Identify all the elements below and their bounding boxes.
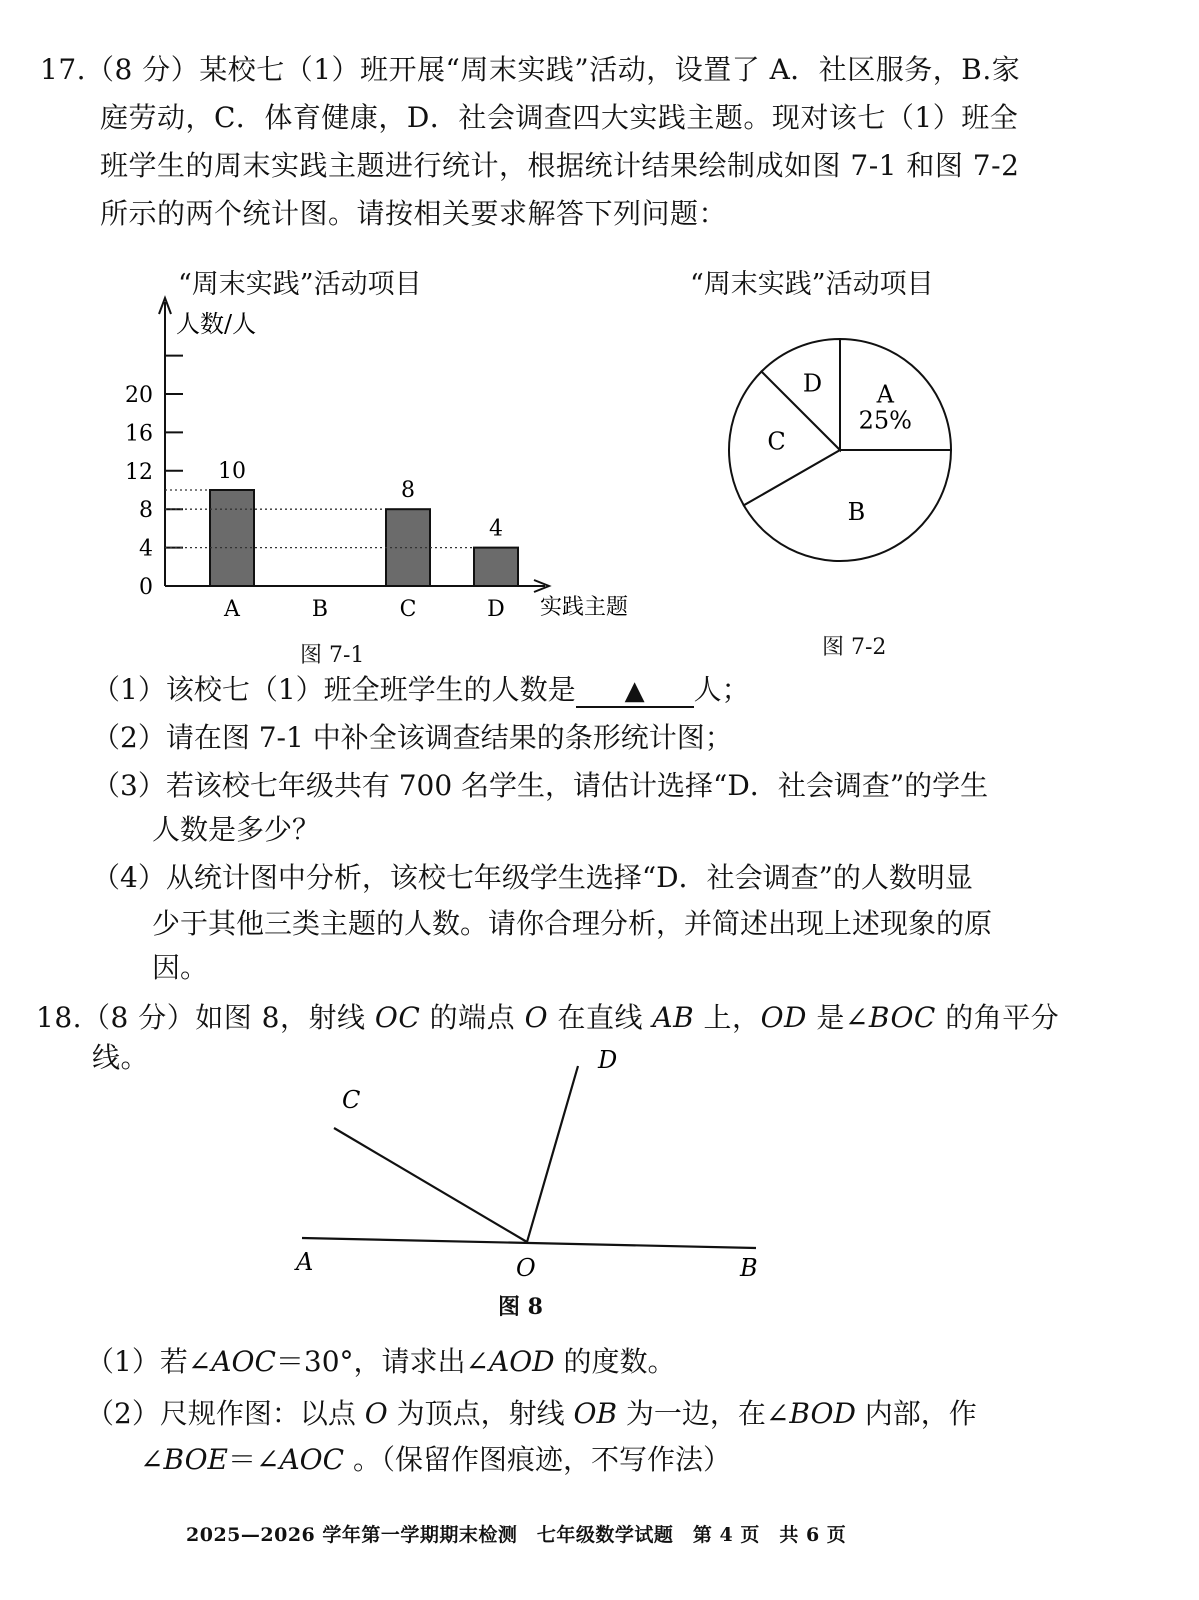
q18-var-aoc: AOC	[279, 1443, 345, 1476]
label-d: D	[598, 1050, 618, 1074]
bar-a	[210, 490, 254, 586]
x-tick-label: D	[487, 597, 505, 622]
q18-text: ＝30°，请求出∠	[275, 1345, 489, 1378]
q18-line-2: 线。	[92, 1041, 150, 1074]
x-tick-label: C	[399, 597, 417, 622]
q18-text: 的度数。	[554, 1345, 676, 1378]
q17-sub4-line2: 少于其他三类主题的人数。请你合理分析，并简述出现上述现象的原	[152, 907, 993, 940]
q18-text: 的角平分	[935, 1001, 1060, 1034]
q18-var-boc: BOC	[868, 1001, 936, 1034]
q18-var-o: O	[524, 1001, 549, 1034]
q18-var-bod: BOD	[789, 1397, 856, 1430]
figure-8-caption: 图 8	[498, 1294, 543, 1320]
q18-text: 为顶点，射线	[387, 1397, 574, 1430]
q18-text: 。（保留作图痕迹，不写作法）	[344, 1443, 731, 1476]
q18-text: ＝∠	[227, 1443, 280, 1476]
q17-line-2: 庭劳动，C．体育健康，D．社会调查四大实践主题。现对该七（1）班全	[100, 101, 1019, 134]
q17-sub1-unit: 人；	[693, 673, 750, 706]
y-tick-label: 8	[139, 498, 153, 524]
label-a: A	[296, 1248, 314, 1276]
q18-var-aod: AOD	[488, 1345, 555, 1378]
q17-line-1: 17.（8 分）某校七（1）班开展“周末实践”活动，设置了 A．社区服务，B.家	[40, 53, 1021, 86]
bar-chart-caption: 图 7-1	[300, 643, 365, 668]
slice-label: A	[876, 380, 894, 409]
pie-chart-caption: 图 7-2	[822, 635, 887, 660]
bar-chart-xlabel: 实践主题	[540, 595, 629, 620]
bar-chart	[100, 290, 660, 630]
q18-text: 上，	[694, 1001, 761, 1034]
q17-sub3-line1: （3）若该校七年级共有 700 名学生，请估计选择“D．社会调查”的学生	[92, 769, 989, 802]
q17-sub2: （2）请在图 7-1 中补全该调查结果的条形统计图；	[92, 721, 733, 754]
q18-sub2-line1	[86, 1396, 977, 1432]
label-o: O	[516, 1254, 536, 1282]
q17-sub3-line2: 人数是多少？	[152, 813, 321, 846]
y-tick-label: 12	[125, 459, 153, 485]
bar-chart-title: “周末实践”活动项目	[178, 269, 422, 300]
ray-od	[527, 1066, 578, 1242]
data-label: 4	[489, 516, 503, 542]
q18-text: 为一边，在∠	[617, 1397, 790, 1430]
data-label: 10	[218, 459, 246, 484]
q18-text: 是∠	[806, 1001, 869, 1034]
y-tick-label: 16	[125, 421, 153, 447]
q18-line-1	[36, 1000, 1059, 1036]
pie-chart-title: “周末实践”活动项目	[690, 269, 934, 300]
q18-text: 18.（8 分）如图 8，射线	[36, 1001, 375, 1034]
q17-sub4-line3: 因。	[152, 951, 209, 984]
answer-blank: ▲	[576, 676, 694, 708]
q18-var-ab: AB	[652, 1001, 695, 1034]
bar-chart-ylabel: 人数/人	[176, 310, 257, 338]
q18-sub2-line2	[140, 1442, 731, 1478]
q17-sub1	[92, 672, 750, 708]
q17-line-4: 所示的两个统计图。请按相关要求解答下列问题：	[100, 197, 728, 230]
slice-label: C	[767, 427, 786, 456]
slice-label: D	[802, 369, 823, 398]
q18-text: 的端点	[420, 1001, 525, 1034]
label-c: C	[342, 1086, 361, 1114]
label-b: B	[740, 1254, 758, 1282]
q18-text: 在直线	[548, 1001, 653, 1034]
pie-chart	[720, 330, 965, 570]
q18-var-od: OD	[760, 1001, 807, 1034]
y-tick-label: 0	[139, 575, 153, 600]
q18-var-boe: BOE	[163, 1443, 228, 1476]
q18-text: 内部，作	[855, 1397, 977, 1430]
q18-sub1	[86, 1344, 676, 1380]
data-label: 8	[401, 478, 415, 504]
q17-sub4-line1: （4）从统计图中分析，该校七年级学生选择“D．社会调查”的人数明显	[92, 861, 973, 894]
q18-var-ob: OB	[573, 1397, 618, 1430]
ray-oc	[334, 1128, 527, 1242]
x-tick-label: A	[224, 597, 240, 622]
q18-text: （1）若∠	[86, 1345, 212, 1378]
y-tick-label: 20	[125, 383, 153, 408]
y-tick-label: 4	[139, 536, 153, 562]
q17-line-3: 班学生的周末实践主题进行统计，根据统计结果绘制成如图 7-1 和图 7-2	[100, 149, 1020, 182]
bar-d	[474, 548, 518, 586]
q18-text: ∠	[140, 1443, 164, 1476]
bar-c	[386, 509, 430, 586]
page-footer: 2025—2026 学年第一学期期末检测 七年级数学试题 第 4 页 共 6 页	[186, 1524, 847, 1546]
figure-8	[290, 1050, 770, 1290]
q18-text: （2）尺规作图：以点	[86, 1397, 365, 1430]
q18-var-aoc: AOC	[211, 1345, 276, 1378]
q18-var-oc: OC	[374, 1001, 421, 1034]
q18-var-o: O	[364, 1397, 388, 1430]
x-tick-label: B	[311, 597, 329, 622]
line-ab	[302, 1238, 756, 1248]
slice-label: B	[847, 497, 866, 526]
q17-sub1-text: （1）该校七（1）班全班学生的人数是	[92, 673, 576, 706]
slice-percent: 25%	[858, 406, 912, 435]
